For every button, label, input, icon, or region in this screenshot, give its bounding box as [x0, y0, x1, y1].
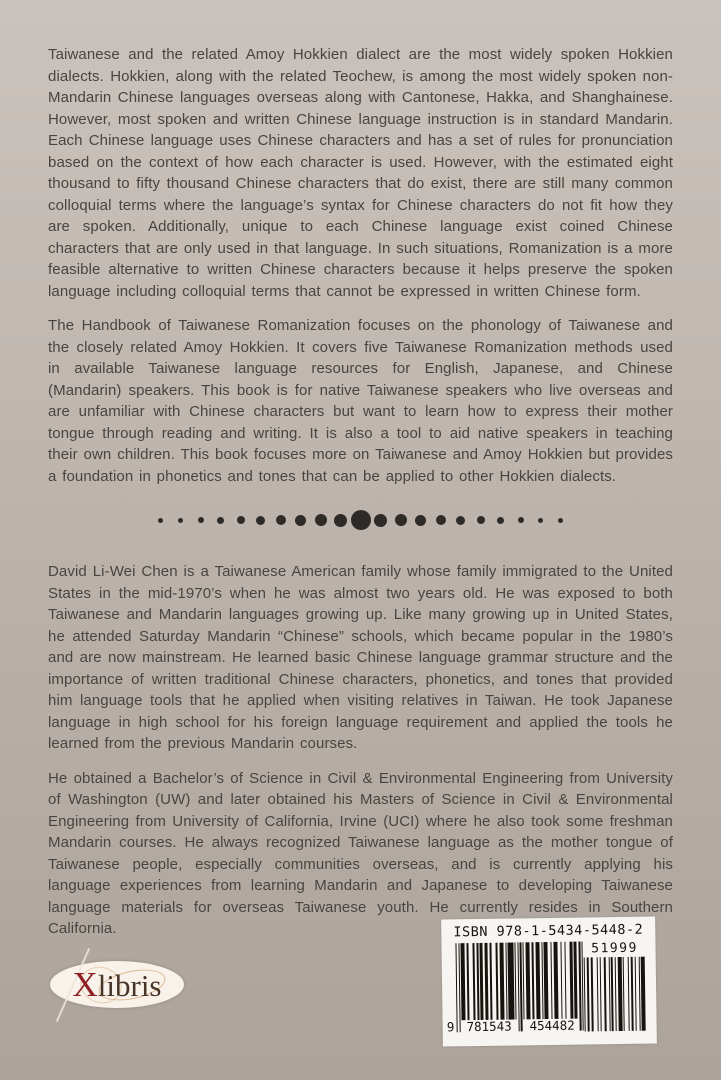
divider-dot	[191, 509, 211, 531]
price-code: 51999	[591, 940, 638, 957]
publisher-logo	[50, 961, 184, 1008]
divider-dot	[411, 509, 431, 531]
divider-dot	[271, 509, 291, 531]
author-bio-paragraph-2: He obtained a Bachelor’s of Science in Civil & Environmental Engineering from University of Washington (UW) and later obtained his Masters of Science in Civil & Environmental Engineering from University of California, Irvine (UCI) where he also took some freshman Mandarin courses. He always recognized Taiwanese language as the mother tongue of Taiwanese people, especially communities overseas, and is currently applying his language experiences from learning Mandarin and Japanese to developing Taiwanese language materials for overseas Taiwanese youth. He currently resides in Southern California.	[48, 769, 673, 937]
wordmark-rest: libris	[97, 968, 162, 1003]
divider-dot	[371, 509, 391, 531]
barcode-digit-first: 9	[446, 1019, 455, 1035]
synopsis-paragraph-2: The Handbook of Taiwanese Romanization focuses on the phonology of Taiwanese and the closely related Amoy Hokkien. It covers five Taiwanese Romanization methods used in available Taiwanese language resources for English, Japanese, and Chinese (Mandarin) speakers. This book is for native Taiwanese speakers who live overseas and are unfamiliar with Chinese characters but want to learn how to express their mother tongue through reading and writing. It is also a tool to aid native speakers in teaching their own children. This book focuses more on Taiwanese and Amoy Hokkien but provides a foundation in phonetics and tones that can be applied to other Hokkien dialects.	[48, 317, 673, 485]
divider-dot	[551, 509, 571, 531]
divider-dot	[431, 509, 451, 531]
synopsis-paragraph-1: Taiwanese and the related Amoy Hokkien dialect are the most widely spoken Hokkien dialects. Hokkien, along with the related Teochew, is among the most widely spoken non-Mandarin Chinese languages overseas along with Cantonese, Hakka, and Shanghainese. However, most spoken and written Chinese language instruction is in standard Mandarin. Each Chinese language uses Chinese characters and has a set of rules for pronunciation based on the context of how each character is used. However, with the estimated eight thousand to fifty thousand Chinese characters that do exist, there are still many common colloquial terms where the language’s syntax for Chinese characters do not fit how they are spoken. Additionally, unique to each Chinese language exist coined Chinese characters that are only used in that language. In such situations, Romanization is a more feasible alternative to written Chinese characters because it helps preserve the spoken language including colloquial terms that cannot be expressed in written Chinese form.	[48, 46, 673, 300]
divider-dot	[251, 509, 271, 531]
divider-dot	[491, 509, 511, 531]
divider-dot	[211, 509, 231, 531]
divider-dot	[351, 509, 371, 531]
divider-dot	[171, 509, 191, 531]
supplement-barcode-block	[583, 941, 646, 1032]
supplement-barcode	[584, 957, 647, 1032]
divider-dot	[231, 509, 251, 531]
barcode-block	[441, 917, 657, 1047]
back-cover-text	[48, 44, 673, 953]
barcode-digit-group1: 781543	[466, 1018, 512, 1035]
divider-dot	[151, 509, 171, 531]
wordmark-initial: X	[72, 965, 98, 1004]
divider-dot	[511, 509, 531, 531]
barcode-digit-group2: 454482	[529, 1017, 575, 1034]
publisher-wordmark	[72, 967, 161, 1002]
divider-dot	[471, 509, 491, 531]
divider-dot	[311, 509, 331, 531]
author-bio-paragraph-1: David Li-Wei Chen is a Taiwanese American family whose family immigrated to the United States in the mid-1970’s when he was almost two years old. He was exposed to both Taiwanese and Mandarin languages growing up. Like many growing up in United States, he attended Saturday Mandarin “Chinese” schools, which became popular in the 1980’s and are now mainstream. He learned basic Chinese language grammar structure and the importance of written traditional Chinese characters, phonetics, and tones that provided him language tools that he applied when visiting relatives in Taiwan. He took Japanese language in high school for his foreign language requirement and applied the tools he learned from the previous Mandarin courses.	[48, 563, 673, 752]
dot-divider-ornament	[146, 509, 576, 531]
divider-dot	[391, 509, 411, 531]
divider-dot	[291, 509, 311, 531]
barcode-digits	[446, 1017, 585, 1035]
divider-dot	[451, 509, 471, 531]
divider-dot	[331, 509, 351, 531]
divider-dot	[531, 509, 551, 531]
isbn-label: ISBN 978-1-5434-5448-2	[453, 921, 644, 941]
